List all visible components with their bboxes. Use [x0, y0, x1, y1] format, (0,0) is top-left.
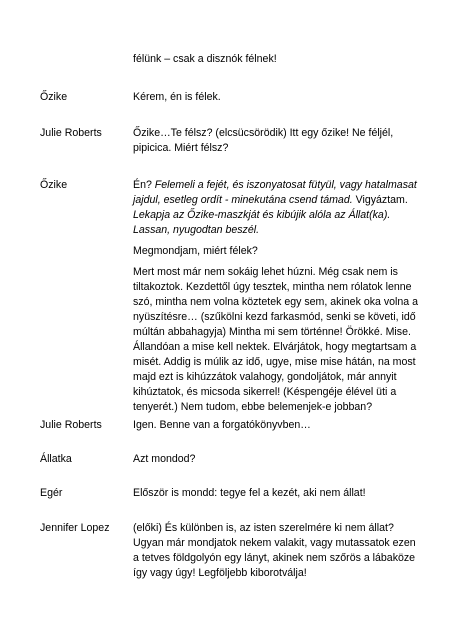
dialogue-paragraph	[133, 126, 423, 156]
speaker-name: Állatka	[40, 453, 72, 465]
dialogue-paragraph	[133, 521, 423, 581]
dialogue-paragraph	[133, 52, 423, 67]
dialogue-text	[133, 452, 423, 467]
stage-direction: Lekapja az Őzike-maszkját és kibújik alóla az Állat(ka). Lassan, nyugodtan beszél.	[133, 209, 391, 236]
dialogue-text	[133, 521, 423, 581]
dialogue-paragraph	[133, 452, 423, 467]
dialogue-paragraph	[133, 90, 423, 105]
speaker-name: Egér	[40, 487, 63, 499]
speaker-name: Julie Roberts	[40, 419, 102, 431]
stage-direction: Felemeli a fejét, és iszonyatosat fütyül, vagy hatalmasat jajdul, esetleg ordít - minekutána csend támad.	[133, 179, 417, 206]
dialogue-text	[133, 418, 423, 433]
dialogue-run: Én?	[133, 179, 155, 191]
dialogue-run: Azt mondod?	[133, 453, 196, 465]
dialogue-run: Mert most már nem sokáig lehet húzni. Még csak nem is tiltakoztok. Kezdettől úgy tesztek, mintha nem rólatok lenne szó, mintha nem volna köztetek egy sem, akinek oka volna a nyüszítésre… (szűkölni kezd farkasmód, senki se követi, idő múltán abbahagyja) Mintha mi sem történne! Örökké. Mise. Állandóan a mise kell nektek. Elvárjátok, hogy megtartsam a misét. Addig is múlik az idő, ugye, mise mise hátán, na most majd ezt is kihúzzátok valahogy, gondoljátok, már annyit kihúztatok, és micsoda sikerrel! (Késpengéje élével üti a tenyerét.) Nem tudom, ebbe belemenjek-e jobban?	[133, 266, 419, 413]
dialogue-text	[133, 52, 423, 67]
dialogue-paragraph	[133, 244, 423, 259]
dialogue-run: Megmondjam, miért félek?	[133, 245, 258, 257]
dialogue-run: Kérem, én is félek.	[133, 91, 221, 103]
speaker-name: Jennifer Lopez	[40, 522, 110, 534]
dialogue-text	[133, 126, 423, 156]
dialogue-paragraph	[133, 418, 423, 433]
dialogue-run: Vigyáztam.	[352, 194, 408, 206]
speaker-name: Julie Roberts	[40, 127, 102, 139]
dialogue-text	[133, 486, 423, 501]
speaker-name: Őzike	[40, 179, 68, 191]
dialogue-run: Igen. Benne van a forgatókönyvben…	[133, 419, 311, 431]
dialogue-run: Először is mondd: tegye fel a kezét, aki nem állat!	[133, 487, 366, 499]
dialogue-text	[133, 90, 423, 105]
dialogue-text	[133, 178, 423, 415]
dialogue-run: Őzike…Te félsz? (elcsücsörödik) Itt egy őzike! Ne féljél, pipicica. Miért félsz?	[133, 127, 394, 154]
dialogue-run: (előki) És különben is, az isten szerelmére ki nem állat? Ugyan már mondjatok nekem valakit, vagy mutassatok ezen a tetves földgolyón egy lányt, akinek nem szőrös a lábaköze így vagy úgy! Legföljebb kiborotválja!	[133, 522, 416, 579]
dialogue-run: félünk – csak a disznók félnek!	[133, 53, 277, 65]
dialogue-paragraph	[133, 178, 423, 238]
dialogue-paragraph	[133, 486, 423, 501]
dialogue-paragraph	[133, 265, 423, 415]
speaker-name: Őzike	[40, 91, 68, 103]
